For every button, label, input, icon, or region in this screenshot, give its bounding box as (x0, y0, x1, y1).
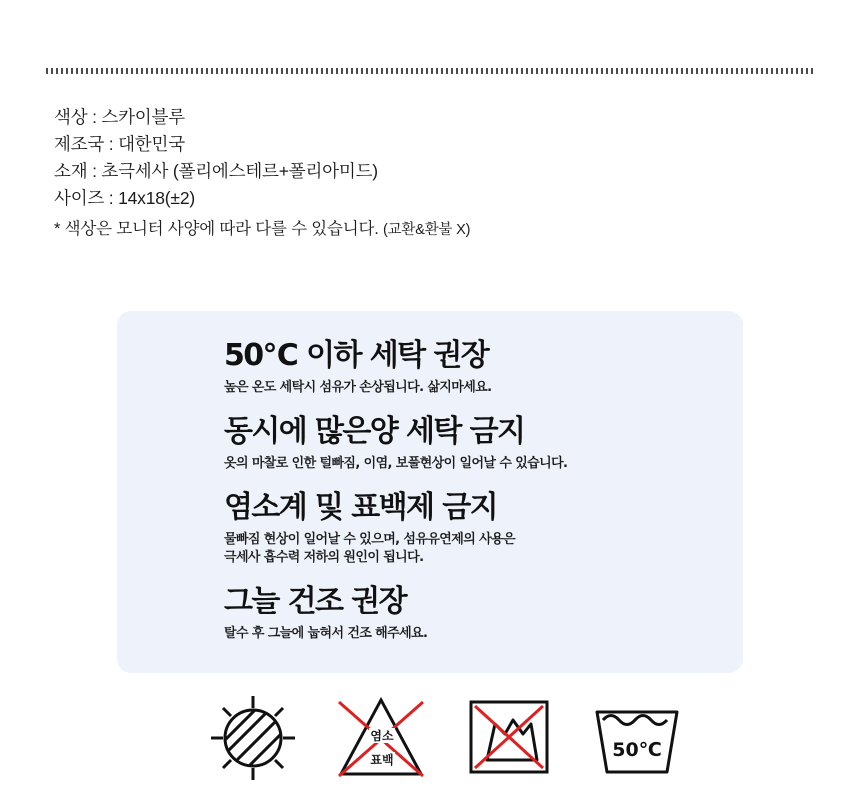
care-description-line-1: 높은 온도 세탁시 섬유가 손상됩니다. 삶지마세요. (224, 380, 492, 395)
care-item-no-bleach (224, 489, 724, 567)
svg-text:표백: 표백 (370, 753, 394, 767)
spec-line-material: 소재 : 초극세사 (폴리에스테르+폴리아미드) (54, 161, 378, 181)
spec-line-color: 색상 : 스카이블루 (54, 107, 185, 127)
svg-text:염소: 염소 (370, 729, 394, 743)
no-bleach-icon (333, 690, 429, 782)
spec-note-main: * 색상은 모니터 사양에 따라 다를 수 있습니다. (54, 220, 379, 238)
care-item-wash-temperature (224, 337, 724, 397)
svg-text:50℃: 50℃ (612, 739, 662, 761)
care-description (224, 455, 724, 473)
no-tumble-dry-icon (461, 690, 557, 782)
care-symbols-row (205, 690, 665, 790)
spec-line-size: 사이즈 : 14x18(±2) (54, 188, 195, 208)
care-title: 그늘 건조 권장 (224, 584, 406, 619)
spec-note-small: (교환&환불 X) (383, 222, 471, 238)
care-instructions-list (224, 337, 724, 643)
care-title: 50℃ 이하 세탁 권장 (224, 338, 489, 373)
care-description (224, 379, 724, 397)
spec-note (54, 216, 794, 244)
care-instructions-panel (117, 311, 743, 673)
care-description (224, 625, 724, 643)
care-description (224, 531, 724, 567)
product-spec-block (54, 104, 794, 244)
care-description-line-1: 옷의 마찰로 인한 털빠짐, 이염, 보풀현상이 일어날 수 있습니다. (224, 456, 568, 471)
dashed-divider (46, 68, 814, 74)
care-title: 동시에 많은양 세탁 금지 (224, 414, 525, 449)
care-description-line-2: 극세사 흡수력 저하의 원인이 됩니다. (224, 550, 424, 565)
no-sun-dry-icon (205, 690, 301, 782)
wash-50c-icon (589, 690, 685, 782)
care-item-load-size (224, 413, 724, 473)
care-item-shade-dry (224, 583, 724, 643)
care-description-line-1: 물빠짐 현상이 일어날 수 있으며, 섬유유연제의 사용은 (224, 532, 515, 547)
care-description-line-1: 탈수 후 그늘에 눕혀서 건조 해주세요. (224, 626, 428, 641)
spec-line-origin: 제조국 : 대한민국 (54, 134, 185, 154)
care-title: 염소계 및 표백제 금지 (224, 490, 497, 525)
